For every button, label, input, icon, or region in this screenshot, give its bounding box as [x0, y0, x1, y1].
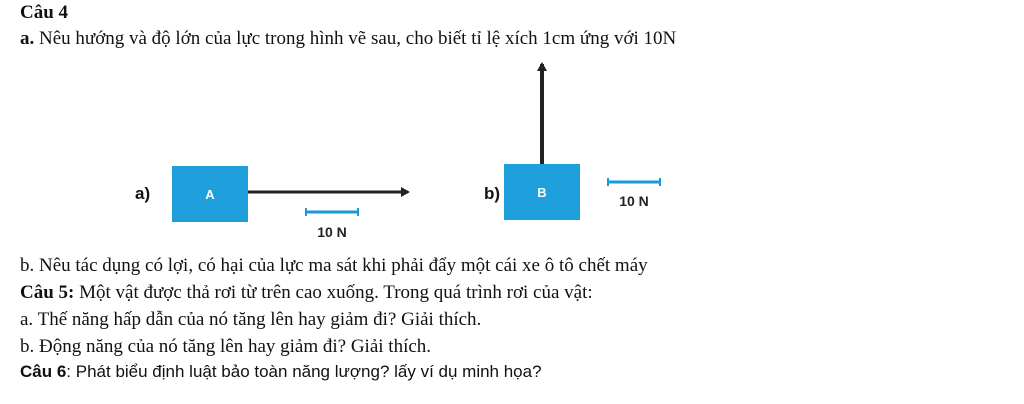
box-a-label: A: [205, 187, 215, 202]
scale-label-b: 10 N: [619, 193, 649, 209]
question-4b: b. Nêu tác dụng có lợi, có hại của lực ma sát khi phải đẩy một cái xe ô tô chết máy: [20, 255, 648, 276]
question-4a-label: a.: [20, 28, 35, 49]
figure-a-tag: a): [135, 184, 151, 203]
scale-label-a: 10 N: [317, 224, 347, 240]
question-5a: a. Thế năng hấp dẫn của nó tăng lên hay giảm đi? Giải thích.: [20, 309, 482, 330]
question-4-heading: Câu 4: [20, 2, 69, 23]
figure-b-tag: b): [484, 184, 501, 203]
question-6: [20, 362, 542, 382]
question-4a-text: Nêu hướng và độ lớn của lực trong hình vẽ sau, cho biết tỉ lệ xích 1cm ứng với 10N: [34, 28, 677, 49]
question-6-text: : Phát biểu định luật bảo toàn năng lượng? lấy ví dụ minh họa?: [66, 362, 542, 381]
box-b-label: B: [537, 185, 547, 200]
question-5-label: Câu 5:: [20, 282, 75, 303]
question-5: [20, 282, 593, 304]
question-6-label: Câu 6: [20, 362, 67, 381]
question-5-text: Một vật được thả rơi từ trên cao xuống. Trong quá trình rơi của vật:: [74, 282, 593, 303]
question-5b: b. Động năng của nó tăng lên hay giảm đi? Giải thích.: [20, 336, 432, 357]
